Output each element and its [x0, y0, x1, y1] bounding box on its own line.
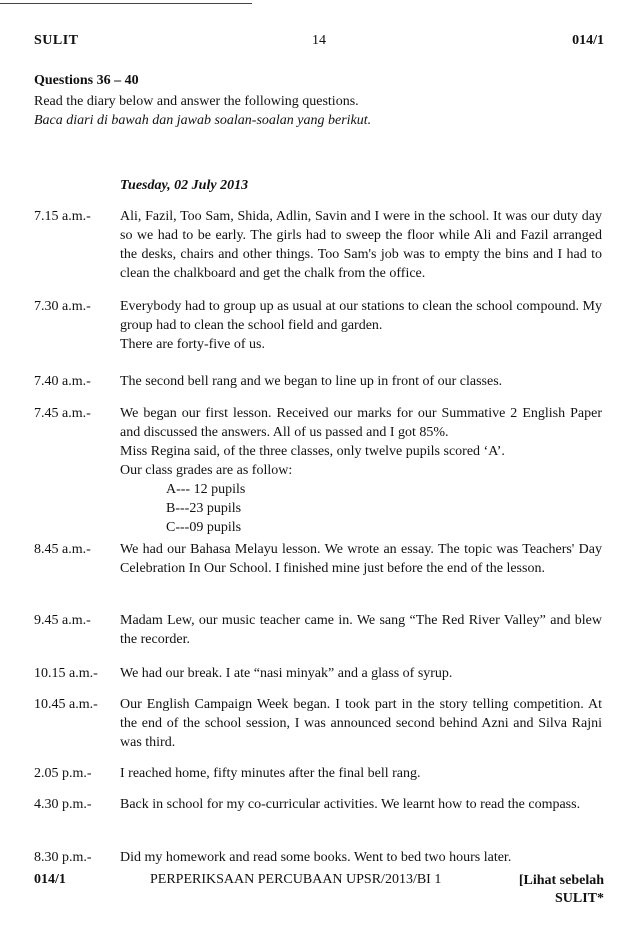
entry-text: We had our Bahasa Melayu lesson. We wrote an essay. The topic was Teachers' Day Celebration In Our School. I finished mine just before the end of the lesson. [120, 542, 602, 576]
entry-time: 2.05 p.m.- [34, 766, 92, 781]
entry-text: We had our break. I ate “nasi minyak” and a glass of syrup. [120, 666, 453, 681]
entry-text: The second bell rang and we began to line up in front of our classes. [120, 374, 503, 389]
entry-time: 10.15 a.m.- [34, 666, 98, 681]
diary-entry [34, 404, 604, 535]
entry-time: 8.45 a.m.- [34, 542, 91, 557]
entry-text-line3: Our class grades are as follow: [120, 463, 293, 478]
entry-text: Back in school for my co-curricular activities. We learnt how to read the compass. [120, 797, 581, 812]
entry-body [120, 297, 602, 354]
entry-text: I reached home, fifty minutes after the final bell rang. [120, 766, 421, 781]
entry-time: 7.30 a.m.- [34, 299, 91, 314]
footer-exam-title: PERPERIKSAAN PERCUBAAN UPSR/2013/BI 1 [150, 872, 442, 887]
grade-a: A--- 12 pupils [166, 482, 246, 497]
grade-c: C---09 pupils [166, 520, 242, 535]
footer-next-page [519, 872, 604, 908]
diary-entry [34, 848, 604, 867]
page-number: 14 [312, 33, 326, 48]
diary-entry [34, 611, 604, 649]
entry-text: Our English Campaign Week began. I took part in the story telling competition. At the end of the school session, I was announced second behind Azni and Silva Rajni was third. [120, 697, 602, 750]
entry-text-line2: Miss Regina said, of the three classes, only twelve pupils scored ‘A’. [120, 444, 505, 459]
entry-text: Madam Lew, our music teacher came in. We sang “The Red River Valley” and blew the recorder. [120, 613, 602, 647]
diary-entry [34, 764, 604, 783]
diary-entry [34, 207, 604, 283]
diary-entry [34, 540, 604, 597]
header-classification: SULIT [34, 33, 79, 48]
top-rule [0, 3, 252, 4]
diary-entry [34, 795, 604, 833]
entry-text: Ali, Fazil, Too Sam, Shida, Adlin, Savin and I were in the school. It was our duty day so we had to be early. The girls had to sweep the floor while Ali and Fazil arranged the desks, chairs and other things. Too Sam's job was to empty the bins and I had to clean the chalkboard and get the chalk from the office. [120, 209, 602, 281]
grade-b: B---23 pupils [166, 501, 242, 516]
footer-classification: SULIT* [554, 891, 604, 906]
instruction-english: Read the diary below and answer the following questions. [34, 94, 359, 109]
entry-time: 7.45 a.m.- [34, 406, 91, 421]
entry-text: We began our first lesson. Received our marks for our Summative 2 English Paper and discussed the answers. All of us passed and I got 85%. [120, 406, 602, 440]
entry-time: 7.40 a.m.- [34, 374, 91, 389]
entry-time: 4.30 p.m.- [34, 797, 92, 812]
paper-code: 014/1 [572, 33, 604, 48]
entry-text-extra: There are forty-five of us. [120, 337, 265, 352]
entry-text: Did my homework and read some books. Went to bed two hours later. [120, 850, 512, 865]
entry-time: 8.30 p.m.- [34, 850, 92, 865]
diary-entry [34, 297, 604, 354]
diary-entry [34, 695, 604, 752]
diary-date: Tuesday, 02 July 2013 [120, 178, 249, 193]
footer-turn-over: [Lihat sebelah [518, 873, 604, 888]
footer-code: 014/1 [34, 872, 66, 887]
section-title: Questions 36 – 40 [34, 73, 139, 88]
entry-time: 9.45 a.m.- [34, 613, 91, 628]
entry-time: 10.45 a.m.- [34, 697, 98, 712]
entry-text: Everybody had to group up as usual at our stations to clean the school compound. My group had to clean the school field and garden. [120, 299, 602, 333]
entry-body [120, 404, 602, 537]
diary-entry [34, 372, 604, 391]
diary-entry [34, 664, 604, 683]
entry-time: 7.15 a.m.- [34, 209, 91, 224]
instruction-malay: Baca diari di bawah dan jawab soalan-soalan yang berikut. [34, 113, 372, 128]
